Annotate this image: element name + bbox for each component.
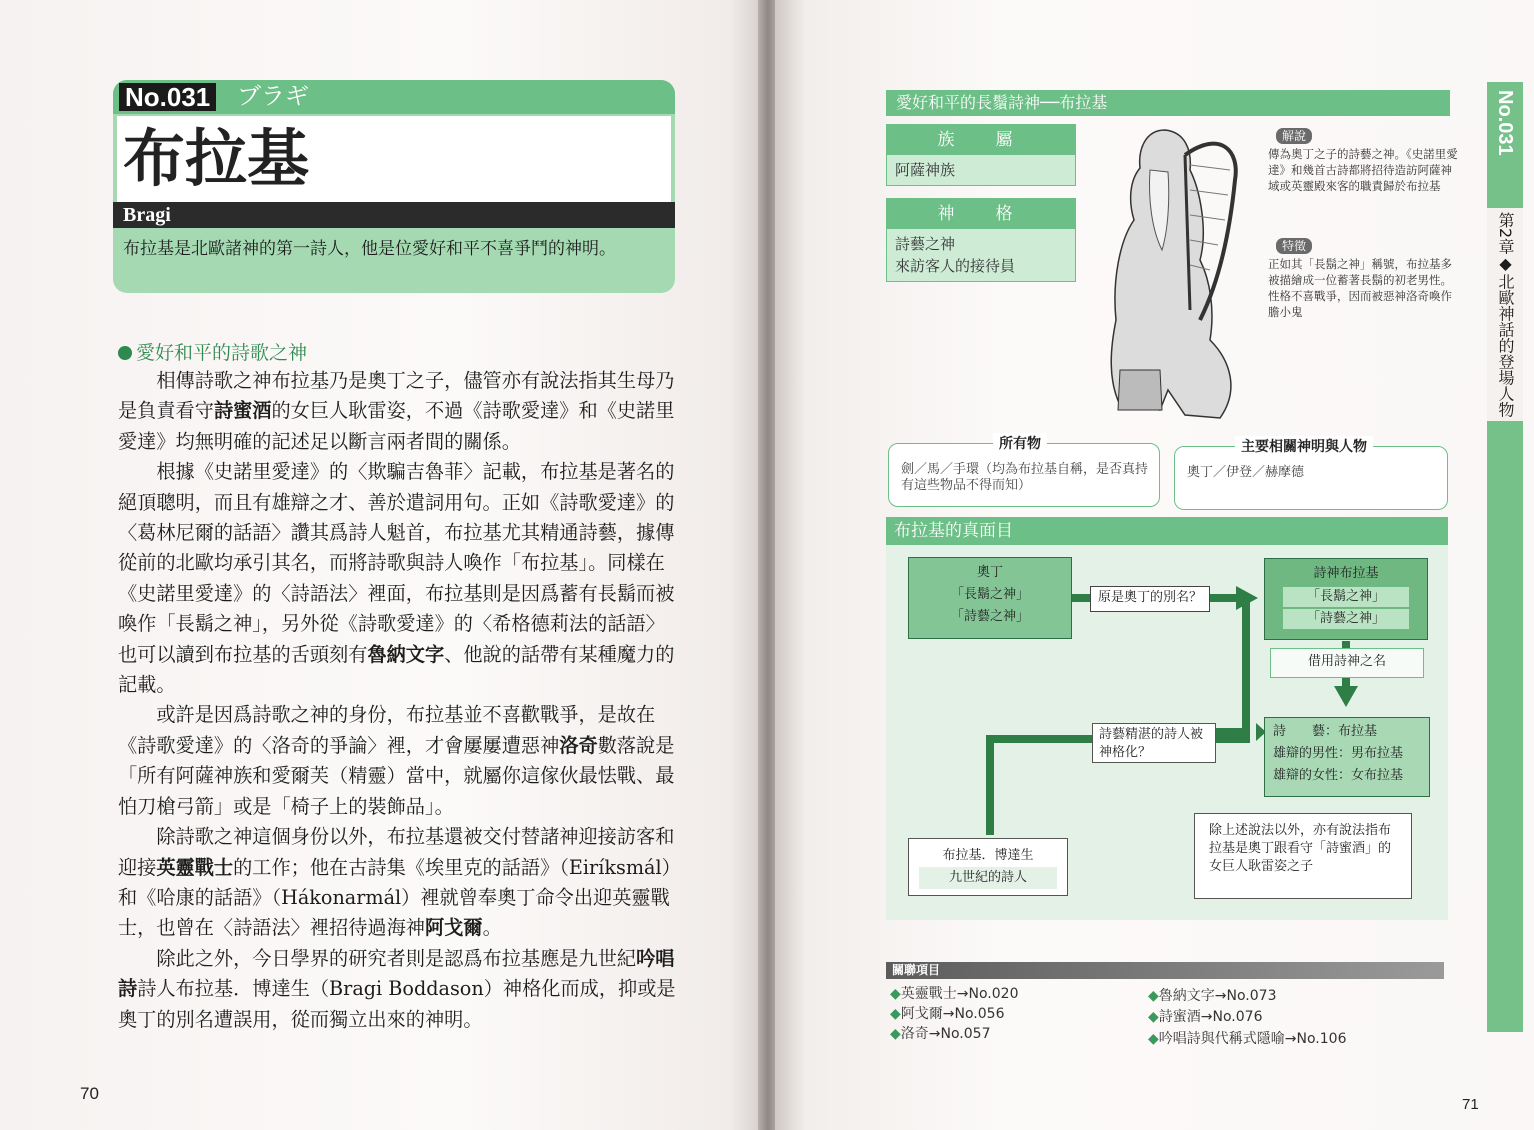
odin-name: 奧丁 [976, 565, 1003, 580]
odin-epithet-2: 「詩藝之神」 [950, 609, 1029, 624]
related-item-ref: →No.057 [928, 1026, 991, 1042]
bold-term: 魯納文字 [367, 642, 445, 666]
text-run: 的女巨人耿雷姿，不過《詩歌愛達》和《史諾里愛達》均無明確的記述足以斷言兩者間的關係。 [118, 399, 675, 453]
explanation-note [1268, 128, 1458, 194]
entry-title: 布拉基 [117, 116, 671, 206]
belongings-text: 劍／馬／手環（均為布拉基自稱，是否真持有這些物品不得而知） [901, 462, 1149, 493]
entry-number: No.031 [119, 83, 216, 111]
tab-number: No.031 [1494, 90, 1516, 156]
related-item[interactable] [1148, 1006, 1262, 1026]
belongings-title: 所有物 [993, 433, 1047, 453]
body-paragraph [118, 700, 680, 822]
bragi-god-node [1264, 558, 1428, 640]
related-item-ref: →No.020 [956, 986, 1019, 1002]
text-run: 根據《史諾里愛達》的〈欺騙吉魯菲〉記載，布拉基是著名的絕頂聰明，而且有雄辯之才、善於遣詞用句。正如《詩歌愛達》的〈葛林尼爾的話語〉讚其爲詩人魁首，布拉基尤其精通詩藝，據傳從前的北歐均承引其名，而將詩歌與詩人喚作「布拉基」。同樣在《史諾里愛達》的〈詩語法〉裡面，布拉基則是因爲蓄有長鬍而被喚作「長鬍之神」，另外從《詩歌愛達》的〈希格德莉法的話語〉也可以讀到布拉基的舌頭刻有 [118, 460, 675, 666]
poet-name: 布拉基．博達生 [942, 848, 1034, 863]
bold-term: 吟唱詩 [118, 946, 675, 1001]
diamond-icon: ◆ [1148, 988, 1159, 1004]
text-run: 、他說的話帶有某種魔力的記載。 [118, 642, 675, 697]
page-number-left: 70 [80, 1084, 99, 1103]
body-paragraph [118, 457, 680, 700]
body-text [118, 366, 680, 1035]
poet-desc: 九世紀的詩人 [919, 867, 1057, 889]
diamond-icon: ◆ [890, 986, 901, 1002]
diamond-icon: ◆ [1148, 1031, 1159, 1047]
deity-value-2: 來訪客人的接待員 [895, 257, 1016, 275]
explanation-text: 傳為奧丁之子的詩藝之神。《史諾里愛達》和幾首古詩都將招待造訪阿薩神域或英靈殿來客的職責歸於布拉基 [1268, 147, 1458, 193]
borrow-name-node: 借用詩神之名 [1270, 648, 1424, 678]
belongings-box [888, 436, 1160, 507]
identity-diagram [886, 545, 1448, 920]
section-heading-text: 愛好和平的詩歌之神 [136, 342, 308, 364]
page-number-right: 71 [1462, 1096, 1479, 1113]
diamond-icon: ◆ [1148, 1009, 1159, 1025]
diamond-icon: ◆ [890, 1006, 901, 1022]
title-header [113, 80, 675, 114]
related-item-ref: →No.076 [1200, 1009, 1263, 1025]
text-run: 除詩歌之神這個身份以外，布拉基還被交付替諸神迎接訪客和迎接 [118, 825, 675, 879]
bragi-god-name: 詩神布拉基 [1313, 566, 1379, 581]
related-item[interactable] [890, 983, 1018, 1003]
entry-summary: 布拉基是北歐諸神的第一詩人，他是位愛好和平不喜爭鬥的神明。 [123, 239, 616, 259]
bragi-harp-illustration [1090, 120, 1260, 420]
text-run: 或許是因爲詩歌之神的身份，布拉基並不喜歡戰爭，是故在《詩歌愛達》的〈洛奇的爭論〉裡，才會屢屢遭惡神 [118, 703, 656, 757]
deity-value-1: 詩藝之神 [895, 235, 956, 253]
side-tab [1487, 82, 1523, 1032]
poet-node [908, 838, 1068, 896]
deity-label: 神 格 [887, 199, 1075, 229]
profile-header: 愛好和平的長鬚詩神──布拉基 [886, 90, 1450, 116]
result-poetry: 詩 藝：布拉基 [1273, 724, 1378, 739]
related-item-label: 吟唱詩與代稱式隱喻 [1158, 1031, 1285, 1047]
deified-question-node: 詩藝精湛的詩人被神格化？ [1092, 723, 1216, 763]
true-identity-header: 布拉基的真面目 [886, 517, 1448, 545]
body-paragraph [118, 822, 680, 944]
english-name: Bragi [113, 202, 675, 228]
related-item-ref: →No.106 [1284, 1031, 1347, 1047]
alt-theory-note: 除上述說法以外，亦有說法指布拉基是奧丁跟看守「詩蜜酒」的女巨人耿雷姿之子 [1194, 813, 1412, 899]
katakana-name: ブラギ [237, 82, 309, 110]
text-run: 詩人布拉基．博達生（Bragi Boddason）神格化而成，抑或是奧丁的別名遭誤用，從而獨立出來的神明。 [118, 977, 676, 1031]
feature-tag: 特徵 [1276, 238, 1312, 254]
text-run: 相傳詩歌之神布拉基乃是奧丁之子，儘管亦有說法指其生母乃是負責看守 [118, 369, 675, 423]
text-run: 除此之外，今日學界的研究者則是認爲布拉基應是九世紀 [118, 946, 637, 970]
feature-note [1268, 238, 1458, 320]
bold-term: 詩蜜酒 [213, 399, 272, 423]
related-item[interactable] [1148, 985, 1276, 1005]
title-box [113, 80, 675, 293]
related-item-label: 詩蜜酒 [1158, 1009, 1201, 1025]
related-item[interactable] [890, 1003, 1004, 1023]
related-item-ref: →No.056 [942, 1006, 1005, 1022]
tab-chapter: 第2章◆北歐神話的登場人物 [1487, 208, 1523, 421]
bullet-icon [118, 346, 132, 360]
text-run: 數落說是「所有阿薩神族和愛爾芙（精靈）當中，就屬你這傢伙最怯戰、最怕刀槍弓箭」或是「椅子上的裝飾品」。 [118, 733, 675, 818]
family-box [886, 124, 1076, 186]
related-item-label: 英靈戰士 [900, 986, 957, 1002]
body-paragraph [118, 944, 680, 1035]
text-run: 。 [482, 916, 502, 940]
odin-node [908, 557, 1072, 639]
deity-box [886, 198, 1076, 282]
explanation-tag: 解說 [1276, 128, 1312, 144]
odin-epithet-1: 「長鬍之神」 [950, 587, 1029, 602]
bold-term: 洛奇 [559, 733, 598, 757]
related-figures-title: 主要相關神明與人物 [1235, 436, 1373, 456]
result-male: 雄辯的男性：男布拉基 [1273, 746, 1404, 761]
results-node [1264, 717, 1430, 797]
left-page [0, 0, 760, 1130]
related-item[interactable] [1148, 1028, 1346, 1048]
section-heading [118, 338, 307, 365]
bragi-god-epithet-1: 「長鬍之神」 [1283, 587, 1409, 607]
related-item-ref: →No.073 [1214, 988, 1277, 1004]
bold-term: 英靈戰士 [156, 855, 234, 879]
related-item[interactable] [890, 1023, 990, 1043]
deity-values [887, 229, 1075, 281]
related-figures-box [1174, 439, 1448, 510]
related-item-label: 洛奇 [900, 1026, 929, 1042]
text-run: 的工作；他在古詩集《埃里克的話語》（Eiríksmál）和《哈康的話語》（Hákonarmál）裡就曾奉奧丁命令出迎英靈戰士，也曾在〈詩語法〉裡招待過海神 [118, 855, 672, 940]
body-paragraph [118, 366, 680, 457]
alias-question-node: 原是奧丁的別名？ [1090, 586, 1210, 612]
related-items-header: 關聯項目 [886, 962, 1444, 979]
family-label: 族 屬 [887, 125, 1075, 155]
bold-term: 阿戈爾 [425, 916, 483, 940]
diamond-icon: ◆ [890, 1026, 901, 1042]
bragi-god-epithet-2: 「詩藝之神」 [1283, 609, 1409, 629]
related-item-label: 魯納文字 [1158, 988, 1215, 1004]
family-value: 阿薩神族 [887, 155, 1075, 185]
related-item-label: 阿戈爾 [900, 1006, 943, 1022]
related-figures-text: 奧丁／伊登／赫摩德 [1187, 465, 1305, 480]
result-female: 雄辯的女性：女布拉基 [1273, 768, 1404, 783]
feature-text: 正如其「長鬍之神」稱號，布拉基多被描繪成一位蓄著長鬍的初老男性。性格不喜戰爭，因而被惡神洛奇喚作膽小鬼 [1268, 257, 1452, 319]
